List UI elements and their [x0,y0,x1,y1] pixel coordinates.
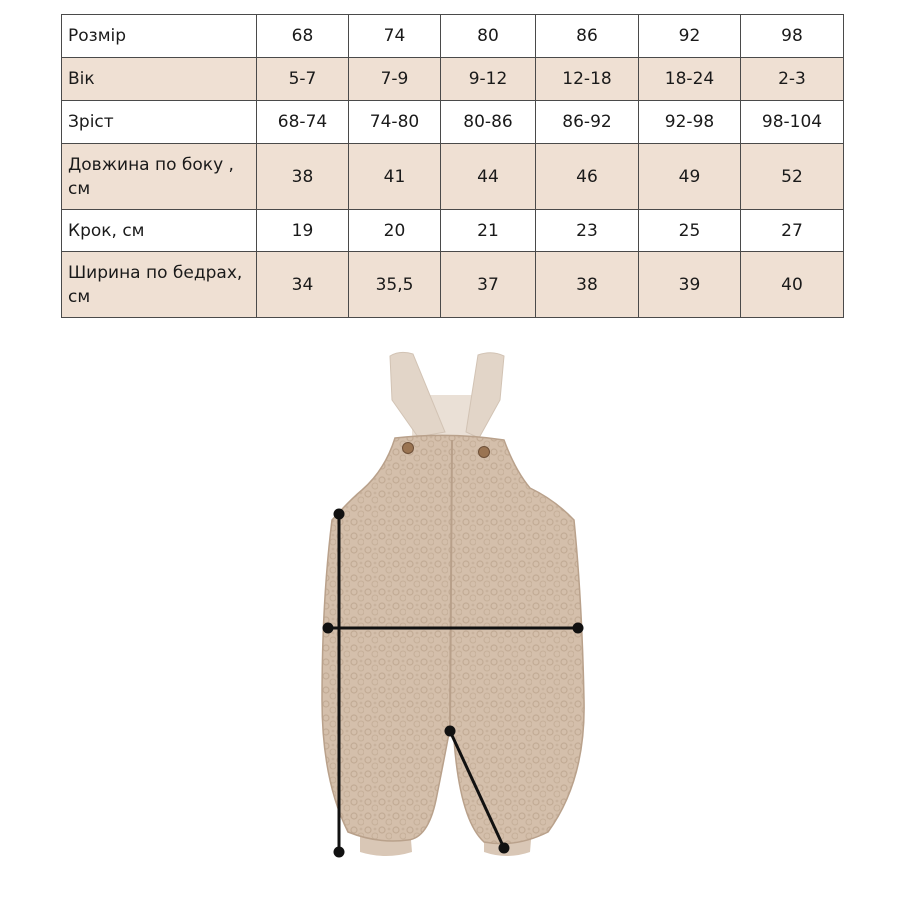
measurement-marker-icon [334,847,345,858]
row-label: Довжина по боку , см [62,144,257,210]
table-cell: 68-74 [257,101,349,144]
row-label: Вік [62,58,257,101]
table-cell: 52 [741,144,844,210]
table-cell: 38 [257,144,349,210]
row-label: Крок, см [62,210,257,252]
measurement-marker-icon [445,726,456,737]
row-label: Розмір [62,15,257,58]
table-cell: 98-104 [741,101,844,144]
table-cell: 12-18 [536,58,639,101]
measurement-marker-icon [499,843,510,854]
table-cell: 37 [441,252,536,318]
measurement-marker-icon [573,623,584,634]
row-size [62,15,844,58]
row-age [62,58,844,101]
button-icon [479,447,490,458]
table-cell: 25 [639,210,741,252]
table-cell: 86-92 [536,101,639,144]
table-cell: 74-80 [349,101,441,144]
overalls-body [322,435,584,843]
table-cell: 86 [536,15,639,58]
row-label: Зріст [62,101,257,144]
table-cell: 92-98 [639,101,741,144]
table-cell: 98 [741,15,844,58]
overalls-illustration-icon [0,330,904,904]
measurement-marker-icon [334,509,345,520]
table-cell: 5-7 [257,58,349,101]
table-cell: 7-9 [349,58,441,101]
table-cell: 34 [257,252,349,318]
table-cell: 68 [257,15,349,58]
table-cell: 80-86 [441,101,536,144]
product-figure [0,330,904,904]
size-chart-table [61,14,844,318]
button-icon [403,443,414,454]
table-cell: 49 [639,144,741,210]
row-inseam [62,210,844,252]
table-cell: 92 [639,15,741,58]
table-cell: 38 [536,252,639,318]
right-strap-icon [466,353,504,438]
row-height [62,101,844,144]
row-label: Ширина по бедрах, см [62,252,257,318]
table-cell: 80 [441,15,536,58]
table-cell: 9-12 [441,58,536,101]
table-cell: 23 [536,210,639,252]
row-side-length [62,144,844,210]
table-cell: 19 [257,210,349,252]
table-cell: 40 [741,252,844,318]
table-cell: 27 [741,210,844,252]
table-cell: 21 [441,210,536,252]
table-cell: 44 [441,144,536,210]
table-cell: 46 [536,144,639,210]
measurement-marker-icon [323,623,334,634]
table-cell: 41 [349,144,441,210]
left-strap-icon [390,352,445,437]
row-hip-width [62,252,844,318]
table-cell: 74 [349,15,441,58]
table-cell: 2-3 [741,58,844,101]
table-cell: 35,5 [349,252,441,318]
table-cell: 39 [639,252,741,318]
table-cell: 20 [349,210,441,252]
table-cell: 18-24 [639,58,741,101]
